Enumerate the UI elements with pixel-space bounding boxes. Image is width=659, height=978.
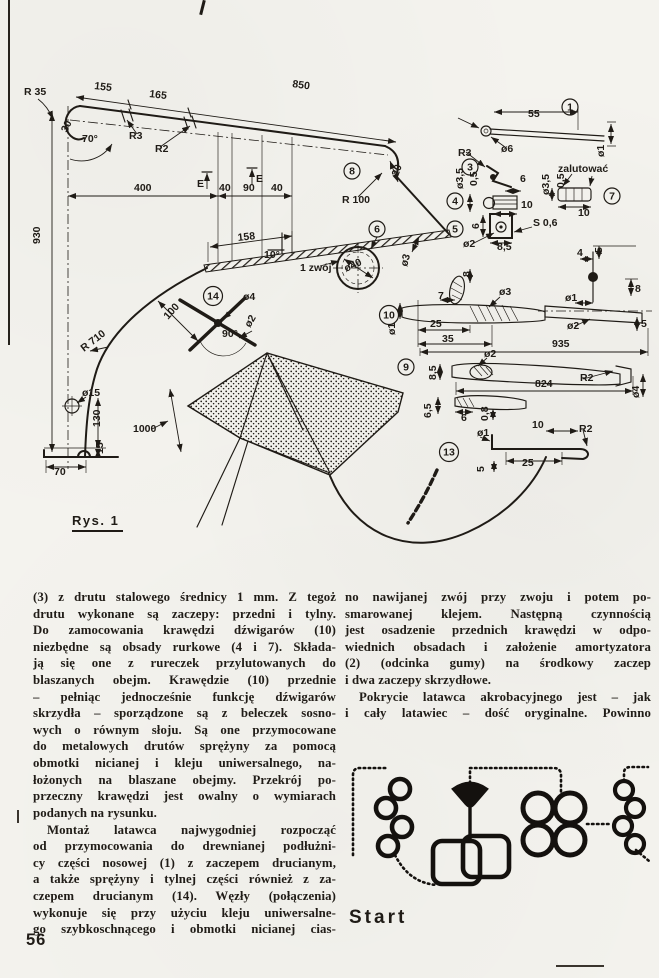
dimension-label: 70° (82, 133, 98, 145)
dimension-label: 8 (635, 283, 641, 295)
dimension-label: ø3 (398, 252, 414, 268)
dimension-label: 100 (161, 300, 182, 323)
dimension-label: ø6 (501, 143, 514, 155)
text-line: cy części nosowej (1) z zaczepem drucianym, (33, 855, 336, 870)
dimension-label: ø15 (82, 387, 101, 399)
loop-chain-right (614, 781, 644, 853)
dimension-label: 1000 (133, 423, 157, 435)
dimension-label: 824 (535, 378, 553, 390)
dimension-label: ø3,5 (454, 167, 466, 189)
part-number-balloon (369, 221, 385, 237)
dimension-label: S 0,6 (533, 217, 558, 229)
svg-text:1: 1 (567, 101, 573, 114)
text-line: obmotki nicianej i kleju uniwersalnego, na- (33, 756, 336, 771)
text-line: (3) z drutu stalowego średnicy 1 mm. Z tegoż (33, 590, 336, 604)
dimension-label: ø4 (243, 291, 256, 303)
bottom-rule-artifact (556, 965, 604, 967)
dimension-label: 400 (134, 182, 152, 194)
dimension-label: 15 (94, 442, 106, 454)
dimension-label: 25 (522, 457, 534, 469)
svg-text:8: 8 (349, 165, 355, 178)
svg-text:5: 5 (452, 223, 458, 236)
dimension-label: ø2 (463, 238, 476, 250)
text-line: podanych na rysunku. (33, 805, 157, 820)
dimension-label: 5 (593, 247, 605, 253)
svg-text:9: 9 (403, 361, 409, 374)
dimension-label: ø1 (595, 144, 607, 157)
part-number-balloon (462, 159, 478, 175)
part-number-balloon (398, 359, 414, 375)
dimension-label: 0,8 (479, 406, 491, 421)
text-line: Pokrycie latawca akrobacyjnego jest – jak (359, 689, 651, 704)
dimension-label: 158 (237, 230, 256, 244)
dimension-label: ø4 (630, 385, 642, 398)
text-line: wiednich obsadach i założenie amortyzatora (345, 639, 651, 654)
text-line: niezbędne są obsady rurkowe (4 i 7). Składa- (33, 639, 336, 654)
figure-caption: Rys. 1 (72, 513, 123, 532)
dimension-label: 7 (438, 290, 444, 302)
dimension-label: 10 (578, 207, 590, 219)
text-line: smarowanej klejem. Następną czynnością (345, 606, 651, 621)
dimension-label: 30 (58, 118, 75, 135)
dimension-label: 155 (93, 80, 113, 95)
dimension-label: 55 (528, 108, 540, 120)
text-line: łożonych na blaszane obejmy. Przekrój po- (33, 772, 336, 787)
dimension-label: 165 (148, 88, 168, 103)
dimension-label: 6 (470, 223, 482, 229)
part-number-balloon (447, 221, 463, 237)
dimension-label: ø2 (567, 320, 580, 332)
funnel-and-squares (433, 783, 509, 884)
dimension-label: ø1 (477, 427, 490, 439)
dimension-label: R2 (580, 372, 594, 384)
dimension-label: ø1 (565, 292, 578, 304)
text-line: skrzydła – sporządzone są z beleczek sosno- (33, 706, 336, 721)
dimension-label: 0,5 (555, 173, 567, 188)
dimension-label: R3 (458, 147, 472, 159)
text-line: Montaż latawca najwygodniej rozpocząć (47, 822, 336, 837)
dimension-label: 90 (243, 182, 255, 194)
text-line: i dwa zaczepy skrzydłowe. (345, 673, 492, 688)
part-number-balloon (604, 188, 620, 204)
base-line (44, 450, 118, 457)
dimension-label: zalutować (558, 163, 609, 175)
part-number-balloon (447, 193, 463, 209)
dimension-label: 8,5 (427, 365, 439, 380)
dimension-label: ø3,5 (540, 173, 552, 195)
dimension-label: R 35 (24, 86, 47, 98)
dimension-label: 8 (461, 271, 473, 277)
text-line: wych o równym słoju. Są one przymocowane (33, 722, 336, 737)
dimension-label: 5 (475, 466, 487, 472)
dimension-label: 6 (461, 412, 467, 424)
dimension-label: R 710 (78, 327, 108, 355)
text-line: do metalowych drutów sprężyny za pomocą (33, 739, 336, 754)
dimension-label: 8,5 (497, 241, 512, 253)
start-label: Start (349, 907, 408, 928)
dimension-label: ø3 (499, 286, 512, 298)
svg-text:3: 3 (467, 161, 473, 174)
dimension-label: 5 (641, 318, 647, 330)
text-line: no nawijanej zwój przy zwoju i potem po- (345, 590, 651, 604)
station-lines (218, 132, 292, 262)
dimension-label: R2 (155, 143, 169, 155)
text-line: i cały latawiec – dość oryginalne. Powinno (345, 706, 651, 721)
dimension-label: 35 (442, 333, 454, 345)
dimension-label: 10 (532, 419, 544, 431)
svg-text:13: 13 (443, 446, 455, 459)
dimension-label: 130 (91, 409, 103, 427)
article-column-left (33, 589, 336, 938)
text-line: ją się one z rureczek przylutowanych do (33, 656, 336, 671)
dimension-label: E (197, 178, 205, 190)
text-line: blaszanych obejm. Krawędzie (10) przednie (33, 673, 336, 688)
dimension-label: 10° (264, 249, 280, 261)
svg-text:4: 4 (452, 195, 458, 208)
dimension-label: 935 (552, 338, 570, 350)
dimension-label: 0,5 (468, 171, 480, 186)
svg-text:10: 10 (383, 309, 395, 322)
text-line: drutu wykonane są zaczepy: przedni i tylny. (33, 606, 336, 621)
flight-track-dotted (353, 767, 649, 885)
curve-hatch-tail (408, 470, 437, 523)
part-number-balloon (562, 99, 578, 115)
dimension-label: ø2 (242, 312, 259, 330)
dimension-label: 4 (577, 247, 583, 259)
dimension-label: 25 (430, 318, 442, 330)
article-column-right (345, 589, 651, 722)
part-number-balloon (344, 163, 360, 179)
svg-text:7: 7 (609, 190, 615, 203)
svg-text:6: 6 (374, 223, 380, 236)
text-line: (2) (odcinka gumy) na środkowy zaczep (345, 656, 651, 671)
text-line: jest osadzenie przednich krawędzi w odpo- (345, 623, 651, 638)
dimension-label: 10 (521, 199, 533, 211)
part-number-balloon (204, 287, 223, 306)
text-line: a także sprężyny i tylnej części również z za- (33, 872, 336, 887)
svg-text:14: 14 (207, 290, 219, 303)
dimension-label: 90° (222, 328, 238, 340)
maneuver-diagram (337, 737, 659, 942)
text-line: Do zamocowania krawędzi dźwigarów (10) (33, 623, 336, 638)
dimension-label: R2 (579, 423, 593, 435)
text-line: wykonuje się przy użyciu kleju uniwersalne- (33, 905, 336, 920)
dimension-label: 850 (291, 78, 311, 93)
page-number: 56 (26, 931, 47, 949)
text-line: od przymocowania do drewnianej podłużni- (33, 839, 336, 854)
part-number-balloon (380, 306, 399, 325)
dimension-label: 40 (219, 182, 231, 194)
dimension-label: ø2 (484, 348, 497, 360)
dimension-label: 40 (271, 182, 283, 194)
dimension-label: 930 (31, 226, 43, 244)
dimension-label: 1 zwój (300, 262, 332, 274)
text-line: czepem drucianym (14). Węzły (połączenia) (33, 888, 336, 903)
text-line: – pełniąc jednocześnie funkcję dźwigarów (33, 689, 336, 704)
wingtip-edge (385, 146, 448, 233)
text-line: go szybkoschnącego i obmotki nicianej cias- (33, 922, 336, 937)
dimension-label: ø1 (386, 322, 398, 335)
text-line: przeczny krawędzi jest owalny o wymiarach (33, 789, 336, 804)
dimension-label: 70 (54, 466, 66, 478)
dimension-label: 6,5 (422, 403, 434, 418)
grommet-cross (62, 396, 82, 416)
margin-tick-artifact (17, 810, 19, 823)
dimension-label: 20 (389, 162, 405, 179)
dimension-label: 6 (520, 173, 526, 185)
dimension-label: E (256, 173, 264, 185)
part-number-balloon (440, 443, 459, 462)
dimension-label: R 100 (342, 194, 371, 206)
loop-chain-left (376, 779, 412, 856)
dimension-label: R3 (129, 130, 143, 142)
clover-loops (523, 793, 585, 855)
dimension-label: ø40 (342, 256, 364, 275)
